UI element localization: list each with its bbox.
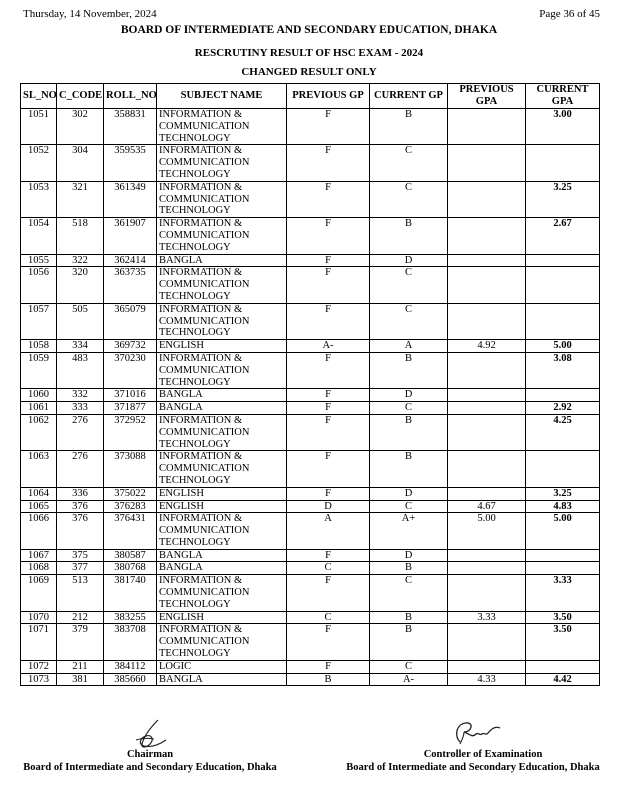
page-number: Page 36 of 45 <box>539 8 600 20</box>
cell-c-code: 276 <box>57 451 104 487</box>
cell-current-gpa: 3.00 <box>526 109 600 145</box>
cell-previous-gp: F <box>287 389 370 402</box>
cell-c-code: 276 <box>57 414 104 450</box>
cell-previous-gpa <box>448 389 526 402</box>
cell-current-gpa: 2.92 <box>526 402 600 415</box>
col-sl-no: SL_NO <box>21 84 57 109</box>
cell-current-gpa: 3.25 <box>526 181 600 217</box>
cell-subject: INFORMATION & COMMUNICATION TECHNOLOGY <box>157 352 287 388</box>
chairman-signature <box>128 718 172 750</box>
table-row <box>21 673 600 686</box>
cell-sl-no: 1071 <box>21 624 57 660</box>
cell-sl-no: 1063 <box>21 451 57 487</box>
cell-current-gpa: 4.83 <box>526 500 600 513</box>
chairman-organization: Board of Intermediate and Secondary Education, Dhaka <box>23 762 277 773</box>
cell-sl-no: 1058 <box>21 340 57 353</box>
cell-subject: ENGLISH <box>157 611 287 624</box>
table-row <box>21 451 600 487</box>
cell-sl-no: 1053 <box>21 181 57 217</box>
table-row <box>21 267 600 303</box>
cell-current-gp: D <box>370 549 448 562</box>
table-row <box>21 487 600 500</box>
cell-current-gp: C <box>370 575 448 611</box>
result-title: RESCRUTINY RESULT OF HSC EXAM - 2024 <box>194 47 424 59</box>
cell-roll-no: 375022 <box>104 487 157 500</box>
cell-roll-no: 383708 <box>104 624 157 660</box>
cell-previous-gp: A- <box>287 340 370 353</box>
cell-roll-no: 385660 <box>104 673 157 686</box>
cell-roll-no: 381740 <box>104 575 157 611</box>
cell-sl-no: 1073 <box>21 673 57 686</box>
cell-previous-gpa <box>448 145 526 181</box>
cell-current-gp: C <box>370 145 448 181</box>
cell-previous-gpa <box>448 303 526 339</box>
table-row <box>21 254 600 267</box>
cell-previous-gp: F <box>287 145 370 181</box>
table-row <box>21 218 600 254</box>
cell-previous-gp: C <box>287 562 370 575</box>
table-row <box>21 562 600 575</box>
chairman-title: Chairman <box>126 749 174 760</box>
cell-current-gpa <box>526 267 600 303</box>
cell-roll-no: 371016 <box>104 389 157 402</box>
cell-sl-no: 1072 <box>21 660 57 673</box>
cell-sl-no: 1062 <box>21 414 57 450</box>
cell-previous-gpa <box>448 414 526 450</box>
cell-c-code: 379 <box>57 624 104 660</box>
cell-previous-gp: F <box>287 487 370 500</box>
cell-previous-gp: F <box>287 218 370 254</box>
cell-previous-gp: F <box>287 267 370 303</box>
cell-previous-gpa <box>448 575 526 611</box>
cell-previous-gpa: 4.33 <box>448 673 526 686</box>
col-c-code: C_CODE <box>57 84 104 109</box>
cell-previous-gp: F <box>287 254 370 267</box>
col-current-gp: CURRENT GP <box>370 84 448 109</box>
cell-roll-no: 376283 <box>104 500 157 513</box>
cell-c-code: 376 <box>57 500 104 513</box>
cell-previous-gp: B <box>287 673 370 686</box>
cell-current-gpa: 3.33 <box>526 575 600 611</box>
cell-previous-gpa: 4.92 <box>448 340 526 353</box>
cell-roll-no: 380587 <box>104 549 157 562</box>
cell-previous-gp: F <box>287 549 370 562</box>
cell-current-gp: B <box>370 611 448 624</box>
cell-current-gp: B <box>370 109 448 145</box>
cell-roll-no: 361349 <box>104 181 157 217</box>
cell-c-code: 377 <box>57 562 104 575</box>
cell-current-gp: B <box>370 562 448 575</box>
cell-current-gp: B <box>370 414 448 450</box>
cell-subject: LOGIC <box>157 660 287 673</box>
cell-previous-gp: F <box>287 181 370 217</box>
cell-previous-gpa <box>448 352 526 388</box>
cell-roll-no: 361907 <box>104 218 157 254</box>
cell-subject: INFORMATION & COMMUNICATION TECHNOLOGY <box>157 181 287 217</box>
cell-c-code: 483 <box>57 352 104 388</box>
cell-previous-gpa: 5.00 <box>448 513 526 549</box>
cell-sl-no: 1069 <box>21 575 57 611</box>
cell-sl-no: 1057 <box>21 303 57 339</box>
cell-previous-gpa <box>448 109 526 145</box>
table-row <box>21 660 600 673</box>
cell-previous-gp: F <box>287 303 370 339</box>
cell-current-gp: B <box>370 624 448 660</box>
col-current-gpa: CURRENT GPA <box>526 84 600 109</box>
cell-previous-gpa <box>448 181 526 217</box>
cell-c-code: 321 <box>57 181 104 217</box>
cell-c-code: 304 <box>57 145 104 181</box>
cell-current-gp: A <box>370 340 448 353</box>
cell-subject: BANGLA <box>157 389 287 402</box>
table-row <box>21 611 600 624</box>
controller-organization: Board of Intermediate and Secondary Education, Dhaka <box>346 762 600 773</box>
cell-sl-no: 1064 <box>21 487 57 500</box>
cell-previous-gpa <box>448 562 526 575</box>
col-roll-no: ROLL_NO <box>104 84 157 109</box>
cell-subject: BANGLA <box>157 254 287 267</box>
cell-previous-gp: A <box>287 513 370 549</box>
cell-roll-no: 384112 <box>104 660 157 673</box>
cell-c-code: 332 <box>57 389 104 402</box>
cell-roll-no: 380768 <box>104 562 157 575</box>
cell-c-code: 381 <box>57 673 104 686</box>
cell-previous-gp: F <box>287 575 370 611</box>
cell-current-gpa <box>526 562 600 575</box>
cell-roll-no: 362414 <box>104 254 157 267</box>
cell-roll-no: 383255 <box>104 611 157 624</box>
cell-c-code: 505 <box>57 303 104 339</box>
cell-previous-gp: F <box>287 352 370 388</box>
cell-current-gpa <box>526 145 600 181</box>
cell-previous-gp: F <box>287 624 370 660</box>
cell-sl-no: 1066 <box>21 513 57 549</box>
cell-current-gpa <box>526 451 600 487</box>
table-row <box>21 402 600 415</box>
cell-sl-no: 1065 <box>21 500 57 513</box>
table-row <box>21 389 600 402</box>
cell-subject: INFORMATION & COMMUNICATION TECHNOLOGY <box>157 267 287 303</box>
cell-current-gpa: 3.50 <box>526 611 600 624</box>
cell-subject: ENGLISH <box>157 340 287 353</box>
cell-current-gp: B <box>370 218 448 254</box>
cell-previous-gpa <box>448 660 526 673</box>
cell-current-gpa: 3.08 <box>526 352 600 388</box>
cell-previous-gp: F <box>287 402 370 415</box>
cell-previous-gp: F <box>287 414 370 450</box>
cell-current-gp: B <box>370 352 448 388</box>
controller-title: Controller of Examination <box>423 749 543 760</box>
cell-subject: INFORMATION & COMMUNICATION TECHNOLOGY <box>157 451 287 487</box>
cell-sl-no: 1070 <box>21 611 57 624</box>
cell-c-code: 518 <box>57 218 104 254</box>
cell-c-code: 212 <box>57 611 104 624</box>
cell-roll-no: 358831 <box>104 109 157 145</box>
cell-subject: INFORMATION & COMMUNICATION TECHNOLOGY <box>157 414 287 450</box>
cell-roll-no: 371877 <box>104 402 157 415</box>
cell-previous-gp: F <box>287 451 370 487</box>
cell-roll-no: 363735 <box>104 267 157 303</box>
cell-sl-no: 1067 <box>21 549 57 562</box>
cell-sl-no: 1052 <box>21 145 57 181</box>
cell-roll-no: 376431 <box>104 513 157 549</box>
cell-previous-gpa: 3.33 <box>448 611 526 624</box>
cell-current-gpa: 3.50 <box>526 624 600 660</box>
cell-sl-no: 1060 <box>21 389 57 402</box>
cell-current-gpa: 5.00 <box>526 340 600 353</box>
table-row <box>21 513 600 549</box>
table-row <box>21 414 600 450</box>
cell-c-code: 376 <box>57 513 104 549</box>
results-table <box>20 83 600 686</box>
cell-previous-gpa <box>448 267 526 303</box>
cell-c-code: 333 <box>57 402 104 415</box>
col-previous-gp: PREVIOUS GP <box>287 84 370 109</box>
cell-current-gp: D <box>370 389 448 402</box>
table-row <box>21 549 600 562</box>
cell-previous-gpa: 4.67 <box>448 500 526 513</box>
cell-roll-no: 373088 <box>104 451 157 487</box>
cell-current-gp: C <box>370 660 448 673</box>
cell-current-gp: C <box>370 181 448 217</box>
table-row <box>21 181 600 217</box>
table-row <box>21 575 600 611</box>
cell-previous-gpa <box>448 254 526 267</box>
cell-current-gp: C <box>370 500 448 513</box>
cell-sl-no: 1061 <box>21 402 57 415</box>
cell-previous-gpa <box>448 549 526 562</box>
result-subtitle: CHANGED RESULT ONLY <box>241 66 377 78</box>
cell-sl-no: 1056 <box>21 267 57 303</box>
cell-previous-gpa <box>448 218 526 254</box>
cell-c-code: 513 <box>57 575 104 611</box>
cell-roll-no: 370230 <box>104 352 157 388</box>
cell-current-gpa <box>526 660 600 673</box>
cell-c-code: 322 <box>57 254 104 267</box>
cell-current-gpa <box>526 549 600 562</box>
cell-subject: INFORMATION & COMMUNICATION TECHNOLOGY <box>157 145 287 181</box>
board-title: BOARD OF INTERMEDIATE AND SECONDARY EDUCATION, DHAKA <box>120 24 498 36</box>
cell-current-gpa: 5.00 <box>526 513 600 549</box>
col-subject-name: SUBJECT NAME <box>157 84 287 109</box>
controller-signature <box>450 718 506 748</box>
table-row <box>21 340 600 353</box>
cell-subject: INFORMATION & COMMUNICATION TECHNOLOGY <box>157 218 287 254</box>
col-previous-gpa: PREVIOUS GPA <box>448 84 526 109</box>
cell-previous-gp: F <box>287 109 370 145</box>
cell-subject: INFORMATION & COMMUNICATION TECHNOLOGY <box>157 575 287 611</box>
cell-previous-gp: D <box>287 500 370 513</box>
cell-subject: INFORMATION & COMMUNICATION TECHNOLOGY <box>157 513 287 549</box>
cell-current-gp: C <box>370 267 448 303</box>
cell-current-gp: D <box>370 254 448 267</box>
cell-subject: BANGLA <box>157 673 287 686</box>
table-header-row <box>21 84 600 109</box>
cell-previous-gpa <box>448 624 526 660</box>
cell-sl-no: 1055 <box>21 254 57 267</box>
cell-current-gp: C <box>370 303 448 339</box>
cell-current-gp: A+ <box>370 513 448 549</box>
cell-subject: BANGLA <box>157 549 287 562</box>
cell-previous-gpa <box>448 451 526 487</box>
cell-c-code: 334 <box>57 340 104 353</box>
cell-current-gp: A- <box>370 673 448 686</box>
cell-sl-no: 1068 <box>21 562 57 575</box>
cell-subject: ENGLISH <box>157 487 287 500</box>
table-row <box>21 352 600 388</box>
cell-c-code: 336 <box>57 487 104 500</box>
cell-c-code: 302 <box>57 109 104 145</box>
cell-roll-no: 369732 <box>104 340 157 353</box>
cell-subject: INFORMATION & COMMUNICATION TECHNOLOGY <box>157 303 287 339</box>
cell-current-gpa <box>526 389 600 402</box>
cell-sl-no: 1059 <box>21 352 57 388</box>
cell-roll-no: 365079 <box>104 303 157 339</box>
cell-current-gp: B <box>370 451 448 487</box>
table-row <box>21 624 600 660</box>
cell-current-gp: C <box>370 402 448 415</box>
table-row <box>21 303 600 339</box>
cell-subject: INFORMATION & COMMUNICATION TECHNOLOGY <box>157 624 287 660</box>
cell-subject: BANGLA <box>157 402 287 415</box>
table-row <box>21 500 600 513</box>
cell-current-gpa: 4.42 <box>526 673 600 686</box>
cell-current-gpa: 3.25 <box>526 487 600 500</box>
cell-previous-gp: F <box>287 660 370 673</box>
cell-c-code: 375 <box>57 549 104 562</box>
table-row <box>21 145 600 181</box>
report-date: Thursday, 14 November, 2024 <box>23 8 157 20</box>
cell-c-code: 211 <box>57 660 104 673</box>
cell-roll-no: 372952 <box>104 414 157 450</box>
cell-current-gpa: 2.67 <box>526 218 600 254</box>
table-row <box>21 109 600 145</box>
cell-subject: BANGLA <box>157 562 287 575</box>
cell-previous-gp: C <box>287 611 370 624</box>
cell-sl-no: 1051 <box>21 109 57 145</box>
cell-c-code: 320 <box>57 267 104 303</box>
cell-subject: INFORMATION & COMMUNICATION TECHNOLOGY <box>157 109 287 145</box>
cell-current-gp: D <box>370 487 448 500</box>
cell-subject: ENGLISH <box>157 500 287 513</box>
cell-roll-no: 359535 <box>104 145 157 181</box>
cell-current-gpa <box>526 303 600 339</box>
cell-previous-gpa <box>448 402 526 415</box>
cell-current-gpa: 4.25 <box>526 414 600 450</box>
cell-sl-no: 1054 <box>21 218 57 254</box>
cell-previous-gpa <box>448 487 526 500</box>
cell-current-gpa <box>526 254 600 267</box>
